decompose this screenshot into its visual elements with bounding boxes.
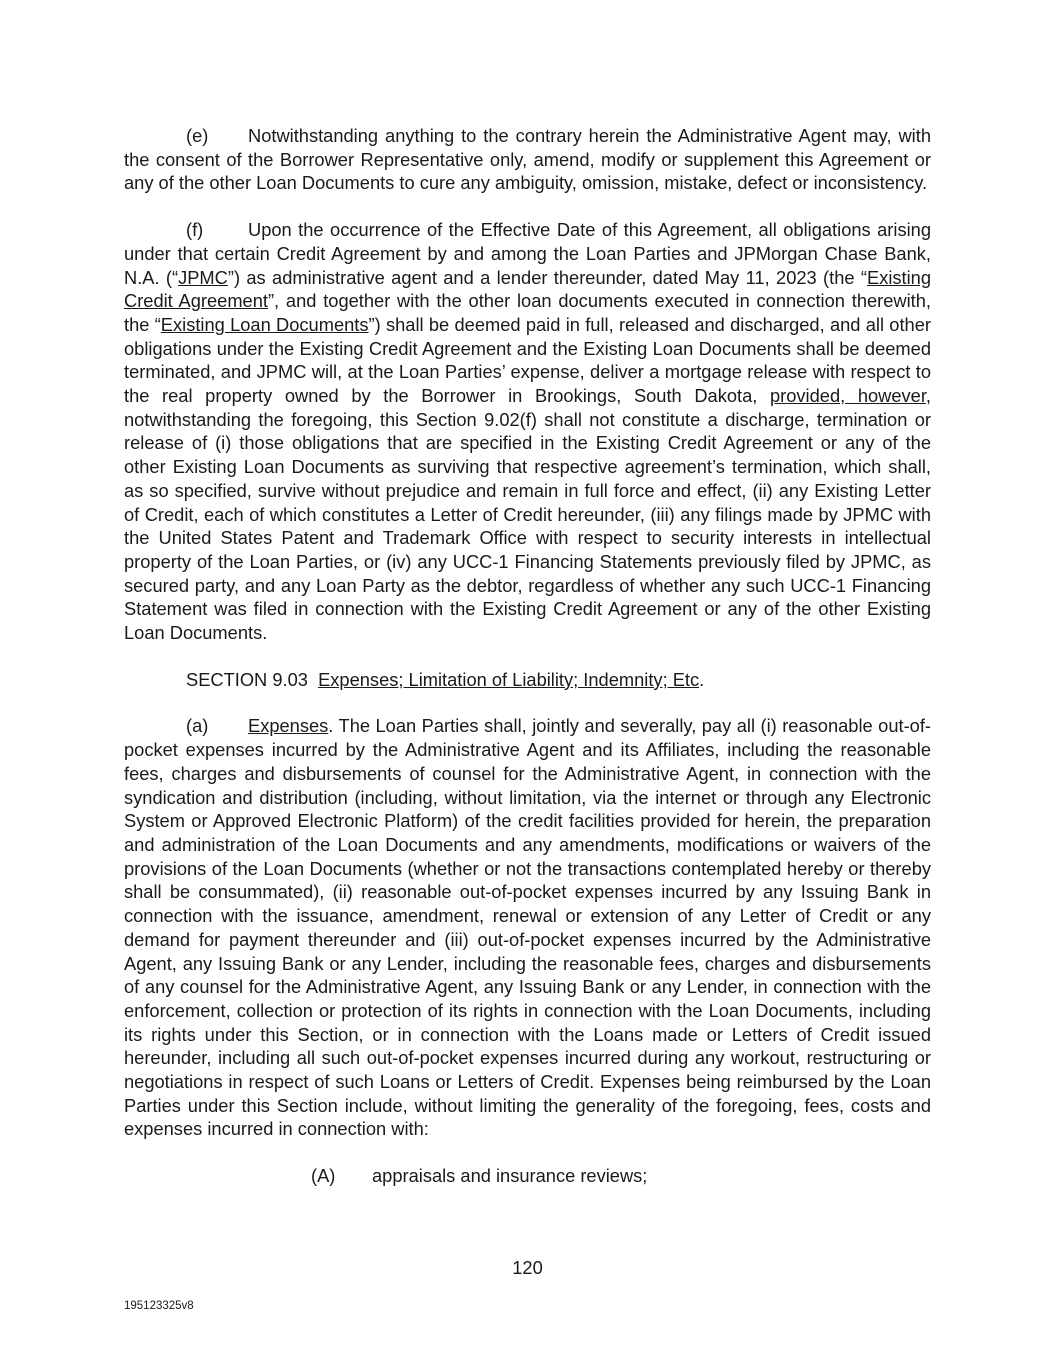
paragraph-f xyxy=(124,218,931,645)
provided-however: provided, however xyxy=(769,385,926,407)
paragraph-e xyxy=(124,124,931,195)
paragraph-text: ”) as administrative agent and a lender thereunder, dated May 11, 2023 (the “ xyxy=(227,266,867,288)
paragraph-text: Upon the occurrence of the Effective Date of this Agreement, all obligations arising under that certain Credit Agreement by and among the Loan Parties and JPMorgan Chase Bank, N.A. (“ xyxy=(124,219,931,288)
section-number: SECTION 9.03 xyxy=(186,668,308,690)
paragraph-heading: Expenses xyxy=(248,715,329,737)
paragraph-label: (e) xyxy=(186,125,209,146)
section-title: Expenses; Limitation of Liability; Indemnity; Etc xyxy=(318,668,700,690)
paragraph-label: (f) xyxy=(186,219,204,241)
document-id: 195123325v8 xyxy=(124,1300,194,1312)
section-title-end: . xyxy=(699,668,705,690)
paragraph-text: ”) shall be deemed paid in full, released and discharged, and all other obligations under the Existing Credit Agreement and the Existing Loan Documents shall be deemed terminated, and JPMC will, at the Loan Parties’ expense, deliver a mortgage release with respect to the real property owned by the Borrower in Brookings, South Dakota, xyxy=(124,313,931,407)
paragraph-text: Notwithstanding anything to the contrary herein the Administrative Agent may, with the consent of the Borrower Representative only, amend, modify or supplement this Agreement or any of the other Loan Documents to cure any ambiguity, omission, mistake, defect or inconsistency. xyxy=(124,125,931,194)
paragraph-text: , notwithstanding the foregoing, this Section 9.02(f) shall not constitute a discharge, termination or release of (i) those obligations that are specified in the Existing Credit Agreement or any of the other Existing Loan Documents as surviving that respective agreement’s termination, which shall, as so specified, survive without prejudice and remain in full force and effect, (ii) any Existing Letter of Credit, each of which constitutes a Letter of Credit hereunder, (iii) any filings made by JPMC with the United States Patent and Trademark Office with respect to security interests in intellectual property of the Loan Parties, or (iv) any UCC-1 Financing Statements previously filed by JPMC, as secured party, and any Loan Party as the debtor, regardless of whether any such UCC-1 Financing Statement was filed in connection with the Existing Credit Agreement or any of the other Existing Loan Documents. xyxy=(124,385,931,644)
paragraph-label: (a) xyxy=(186,715,209,737)
defined-term-jpmc: JPMC xyxy=(178,266,228,288)
page-number: 120 xyxy=(512,1257,543,1278)
paragraph-text: . The Loan Parties shall, jointly and severally, pay all (i) reasonable out-of-pocket expenses incurred by the Administrative Agent and its Affiliates, including the reasonable fees, charges and disbursements of counsel for the Administrative Agent, in connection with the syndication and distribution (including, without limitation, via the internet or through any Electronic System or Approved Electronic Platform) of the credit facilities provided for herein, the preparation and administration of the Loan Documents and any amendments, modifications or waivers of the provisions of the Loan Documents (whether or not the transactions contemplated hereby or thereby shall be consummated), (ii) reasonable out-of-pocket expenses incurred by any Issuing Bank in connection with the issuance, amendment, renewal or extension of any Letter of Credit or any demand for payment thereunder and (iii) out-of-pocket expenses incurred by the Administrative Agent, any Issuing Bank or any Lender, including the reasonable fees, charges and disbursements of any counsel for the Administrative Agent, any Issuing Bank or any Lender, in connection with the enforcement, collection or protection of its rights in connection with the Loan Documents, including its rights under this Section, or in connection with the Loans made or Letters of Credit issued hereunder, including all such out-of-pocket expenses incurred during any workout, restructuring or negotiations in respect of such Loans or Letters of Credit. Expenses being reimbursed by the Loan Parties under this Section include, without limiting the generality of the foregoing, fees, costs and expenses incurred in connection with: xyxy=(124,715,931,1140)
defined-term-existing-loan-documents: Existing Loan Documents xyxy=(160,313,369,335)
defined-term-existing-credit-agreement: Existing Credit Agreement xyxy=(124,266,932,312)
sub-item-text: appraisals and insurance reviews; xyxy=(372,1165,648,1187)
section-heading xyxy=(186,668,931,692)
sub-item-label: (A) xyxy=(311,1165,336,1187)
paragraph-a xyxy=(124,714,931,1141)
paragraph-text: ”, and together with the other loan documents executed in connection therewith, the “ xyxy=(124,290,931,335)
sub-item-A xyxy=(124,1164,931,1188)
document-body xyxy=(124,124,931,1188)
